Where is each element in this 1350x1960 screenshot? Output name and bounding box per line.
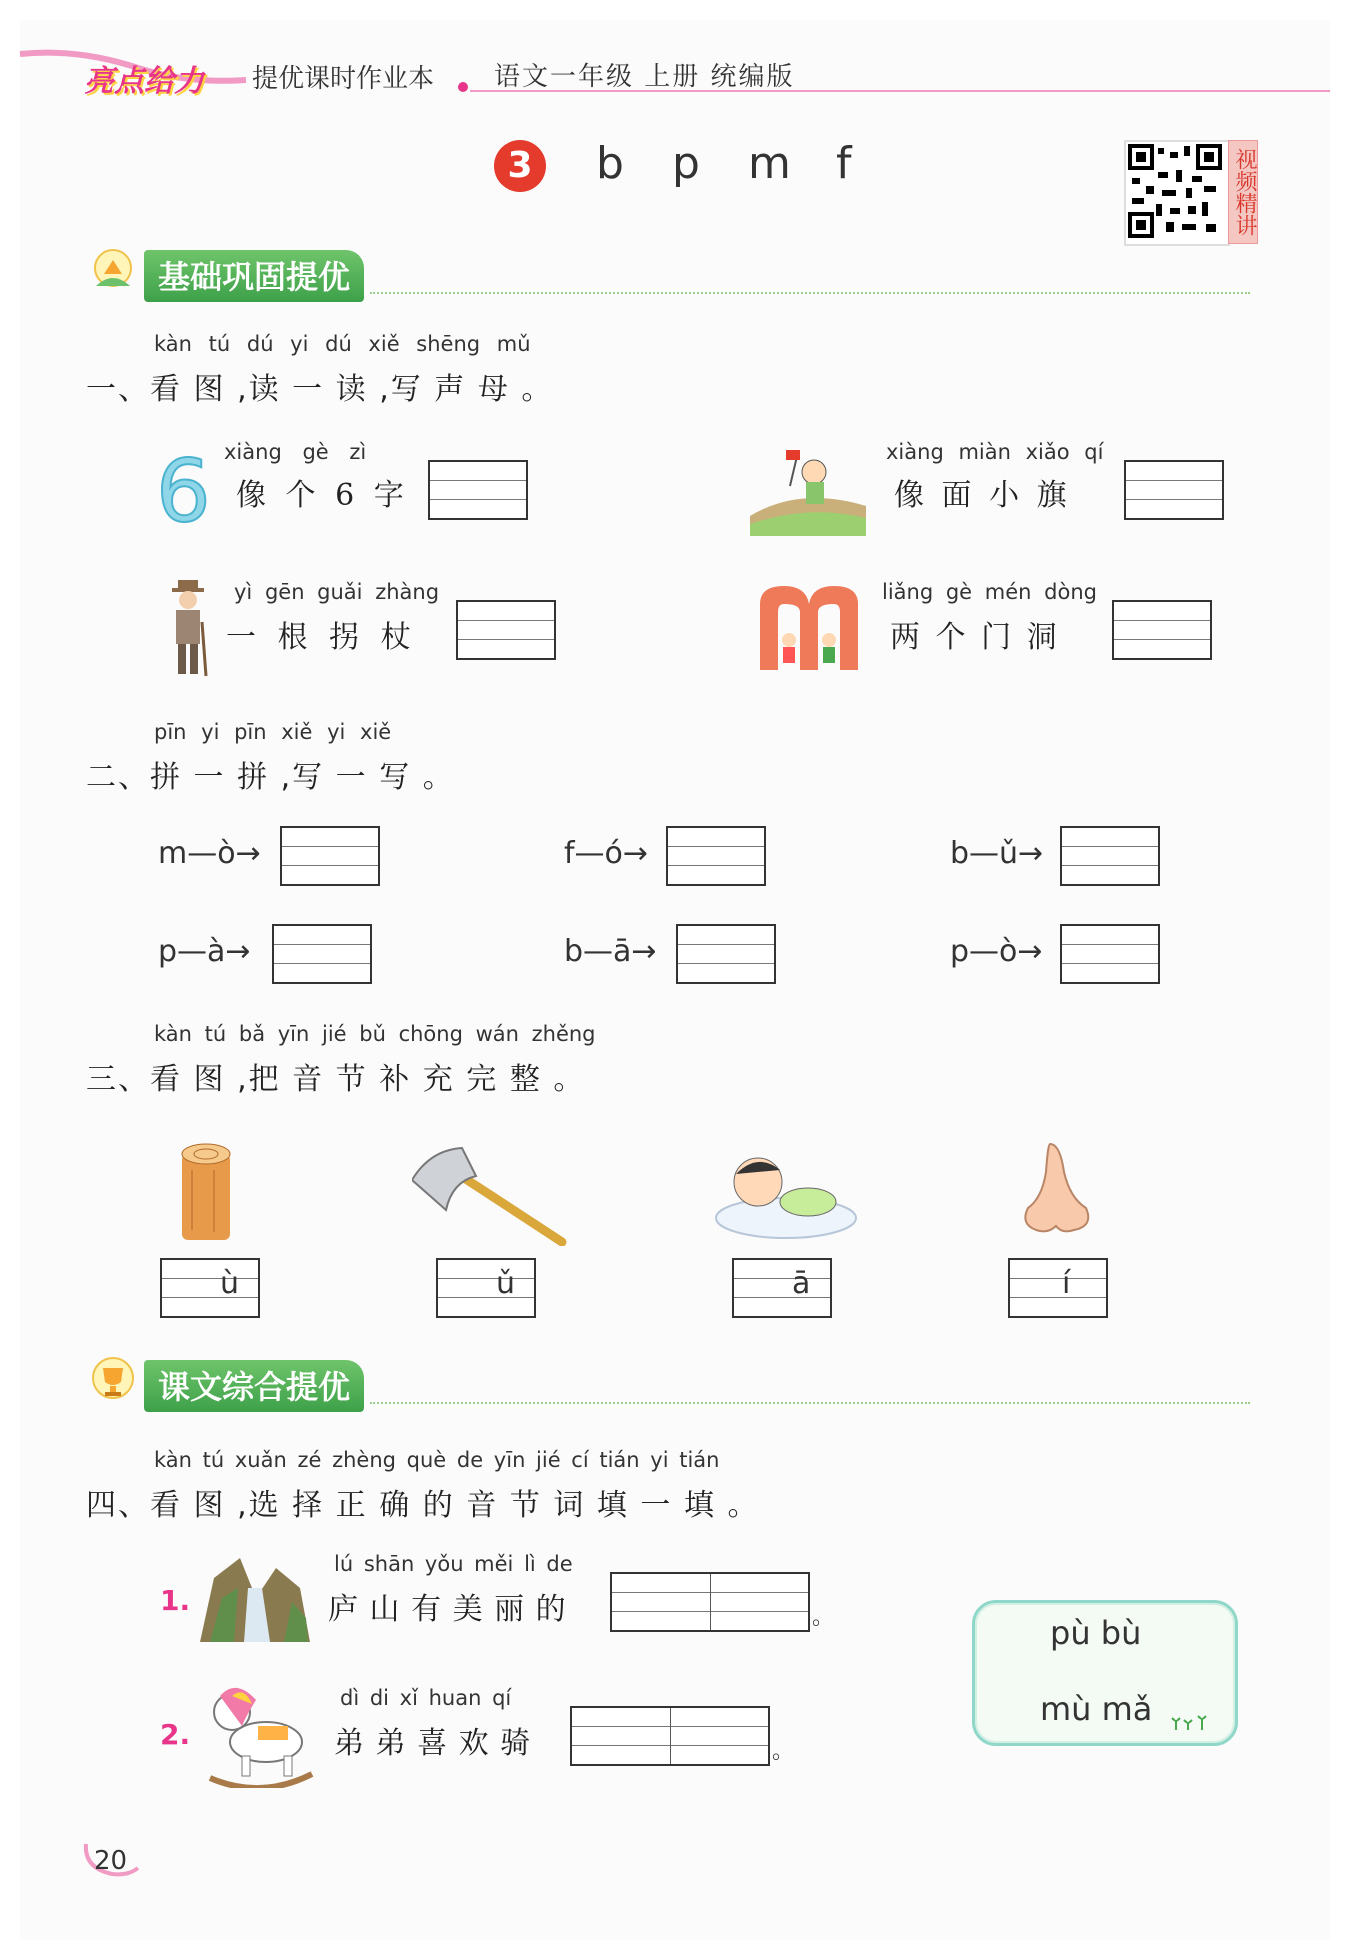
lesson-letter-b: b (596, 138, 624, 189)
q1-item2-answer-box[interactable] (1124, 460, 1224, 520)
section-comprehensive-divider (370, 1402, 1250, 1404)
q2-item3-answer-box[interactable] (1060, 826, 1160, 886)
q2-pinyin: pīn yi pīn xiě yi xiě (154, 720, 392, 744)
rocking-horse-icon (206, 1682, 316, 1788)
lesson-letter-p: p (672, 138, 700, 189)
nose-icon (1020, 1142, 1094, 1234)
sprout-icon (1170, 1712, 1210, 1732)
lesson-number: 3 (507, 145, 533, 186)
q4-item2-pinyin: dì di xǐ huan qí (340, 1686, 512, 1710)
q4-item2-number: 2. (160, 1718, 191, 1751)
q1-item3-answer-box[interactable] (456, 600, 556, 660)
qr-label (1228, 140, 1258, 244)
man-with-cane-icon (162, 578, 214, 678)
q1-item4-pinyin: liǎng gè mén dòng (882, 580, 1097, 604)
q4-item1-number: 1. (160, 1584, 191, 1617)
book-title: 语文一年级 上册 统编版 (494, 62, 795, 92)
page-number: 20 (94, 1846, 128, 1876)
section-basic-title: 基础巩固提优 (144, 250, 364, 302)
q4-item1-pinyin: lú shān yǒu měi lì de (334, 1552, 573, 1576)
q3-item4-tone: í (1062, 1266, 1071, 1301)
q3-item1-answer-box[interactable] (160, 1258, 260, 1318)
q3-item2-tone: ǔ (496, 1266, 516, 1301)
q1-item3-text: 一 根 拐 杖 (226, 620, 411, 655)
choice-option-1[interactable]: pù bù (1050, 1614, 1142, 1652)
q1-item3-pinyin: yì gēn guǎi zhàng (234, 580, 440, 604)
header-dot (458, 82, 468, 92)
q2-item6-answer-box[interactable] (1060, 924, 1160, 984)
q4-item1-text: 庐 山 有 美 丽 的 (328, 1592, 566, 1627)
q1-title: 一、看 图 ,读 一 读 ,写 声 母 。 (86, 372, 554, 407)
brand-logo: 亮点给力 (84, 64, 204, 99)
lesson-letter-f: f (836, 138, 852, 189)
q4-item2-period: 。 (772, 1739, 795, 1764)
section-basic-divider (370, 292, 1250, 294)
q2-item4-label: p—à→ (158, 934, 251, 969)
section-icon-trophy (88, 1356, 138, 1402)
q2-item1-answer-box[interactable] (280, 826, 380, 886)
q4-item1-period: 。 (812, 1605, 835, 1630)
waterfall-icon (200, 1558, 310, 1642)
q4-title: 四、看 图 ,选 择 正 确 的 音 节 词 填 一 填 。 (86, 1488, 760, 1523)
q3-title: 三、看 图 ,把 音 节 补 充 完 整 。 (86, 1062, 586, 1097)
q3-item3-tone: ā (792, 1266, 811, 1301)
q1-item1-answer-box[interactable] (428, 460, 528, 520)
wood-log-icon (178, 1140, 238, 1244)
sleeping-baby-icon (712, 1140, 858, 1240)
lesson-letter-m: m (748, 138, 791, 189)
q1-item2-pinyin: xiàng miàn xiǎo qí (886, 440, 1104, 464)
q2-item6-label: p—ò→ (950, 934, 1043, 969)
q3-item1-tone: ù (220, 1266, 240, 1301)
q3-item2-answer-box[interactable] (436, 1258, 536, 1318)
q3-item3-answer-box[interactable] (732, 1258, 832, 1318)
q1-item4-answer-box[interactable] (1112, 600, 1212, 660)
axe-icon (412, 1146, 568, 1246)
qr-label-text: 视频精讲 (1232, 148, 1257, 236)
q2-title: 二、拼 一 拼 ,写 一 写 。 (86, 760, 455, 795)
digit-six-icon: 6 (156, 442, 211, 542)
letter-m-arch-icon (756, 584, 862, 670)
q1-item1-text: 像 个 6 字 (236, 478, 404, 513)
qr-code-icon (1126, 142, 1224, 240)
q2-item1-label: m—ò→ (158, 836, 261, 871)
q4-item1-answer-box[interactable] (610, 1572, 810, 1632)
series-title: 提优课时作业本 (252, 64, 435, 94)
q3-item4-answer-box[interactable] (1008, 1258, 1108, 1318)
q1-item2-text: 像 面 小 旗 (894, 478, 1067, 513)
q4-pinyin: kàn tú xuǎn zé zhèng què de yīn jié cí tián yi tián (154, 1448, 720, 1472)
q2-item3-label: b—ǔ→ (950, 836, 1044, 871)
section-comprehensive-title: 课文综合提优 (144, 1360, 364, 1412)
q2-item2-answer-box[interactable] (666, 826, 766, 886)
header-rule (470, 90, 1330, 92)
q2-item5-answer-box[interactable] (676, 924, 776, 984)
q2-item5-label: b—ā→ (564, 934, 657, 969)
section-icon-lotus (88, 248, 138, 294)
qr-code[interactable] (1124, 140, 1230, 246)
q3-pinyin: kàn tú bǎ yīn jié bǔ chōng wán zhěng (154, 1022, 596, 1046)
q1-item4-text: 两 个 门 洞 (890, 620, 1057, 655)
q2-item2-label: f—ó→ (564, 836, 649, 871)
q4-item2-text: 弟 弟 喜 欢 骑 (334, 1726, 531, 1761)
q2-item4-answer-box[interactable] (272, 924, 372, 984)
q1-pinyin: kàn tú dú yi dú xiě shēng mǔ (154, 332, 531, 356)
q4-item2-answer-box[interactable] (570, 1706, 770, 1766)
choice-option-2[interactable]: mù mǎ (1040, 1690, 1153, 1728)
q1-item1-pinyin: xiàng gè zì (224, 440, 367, 464)
flag-climber-icon (750, 446, 866, 536)
lesson-number-badge (494, 140, 546, 192)
